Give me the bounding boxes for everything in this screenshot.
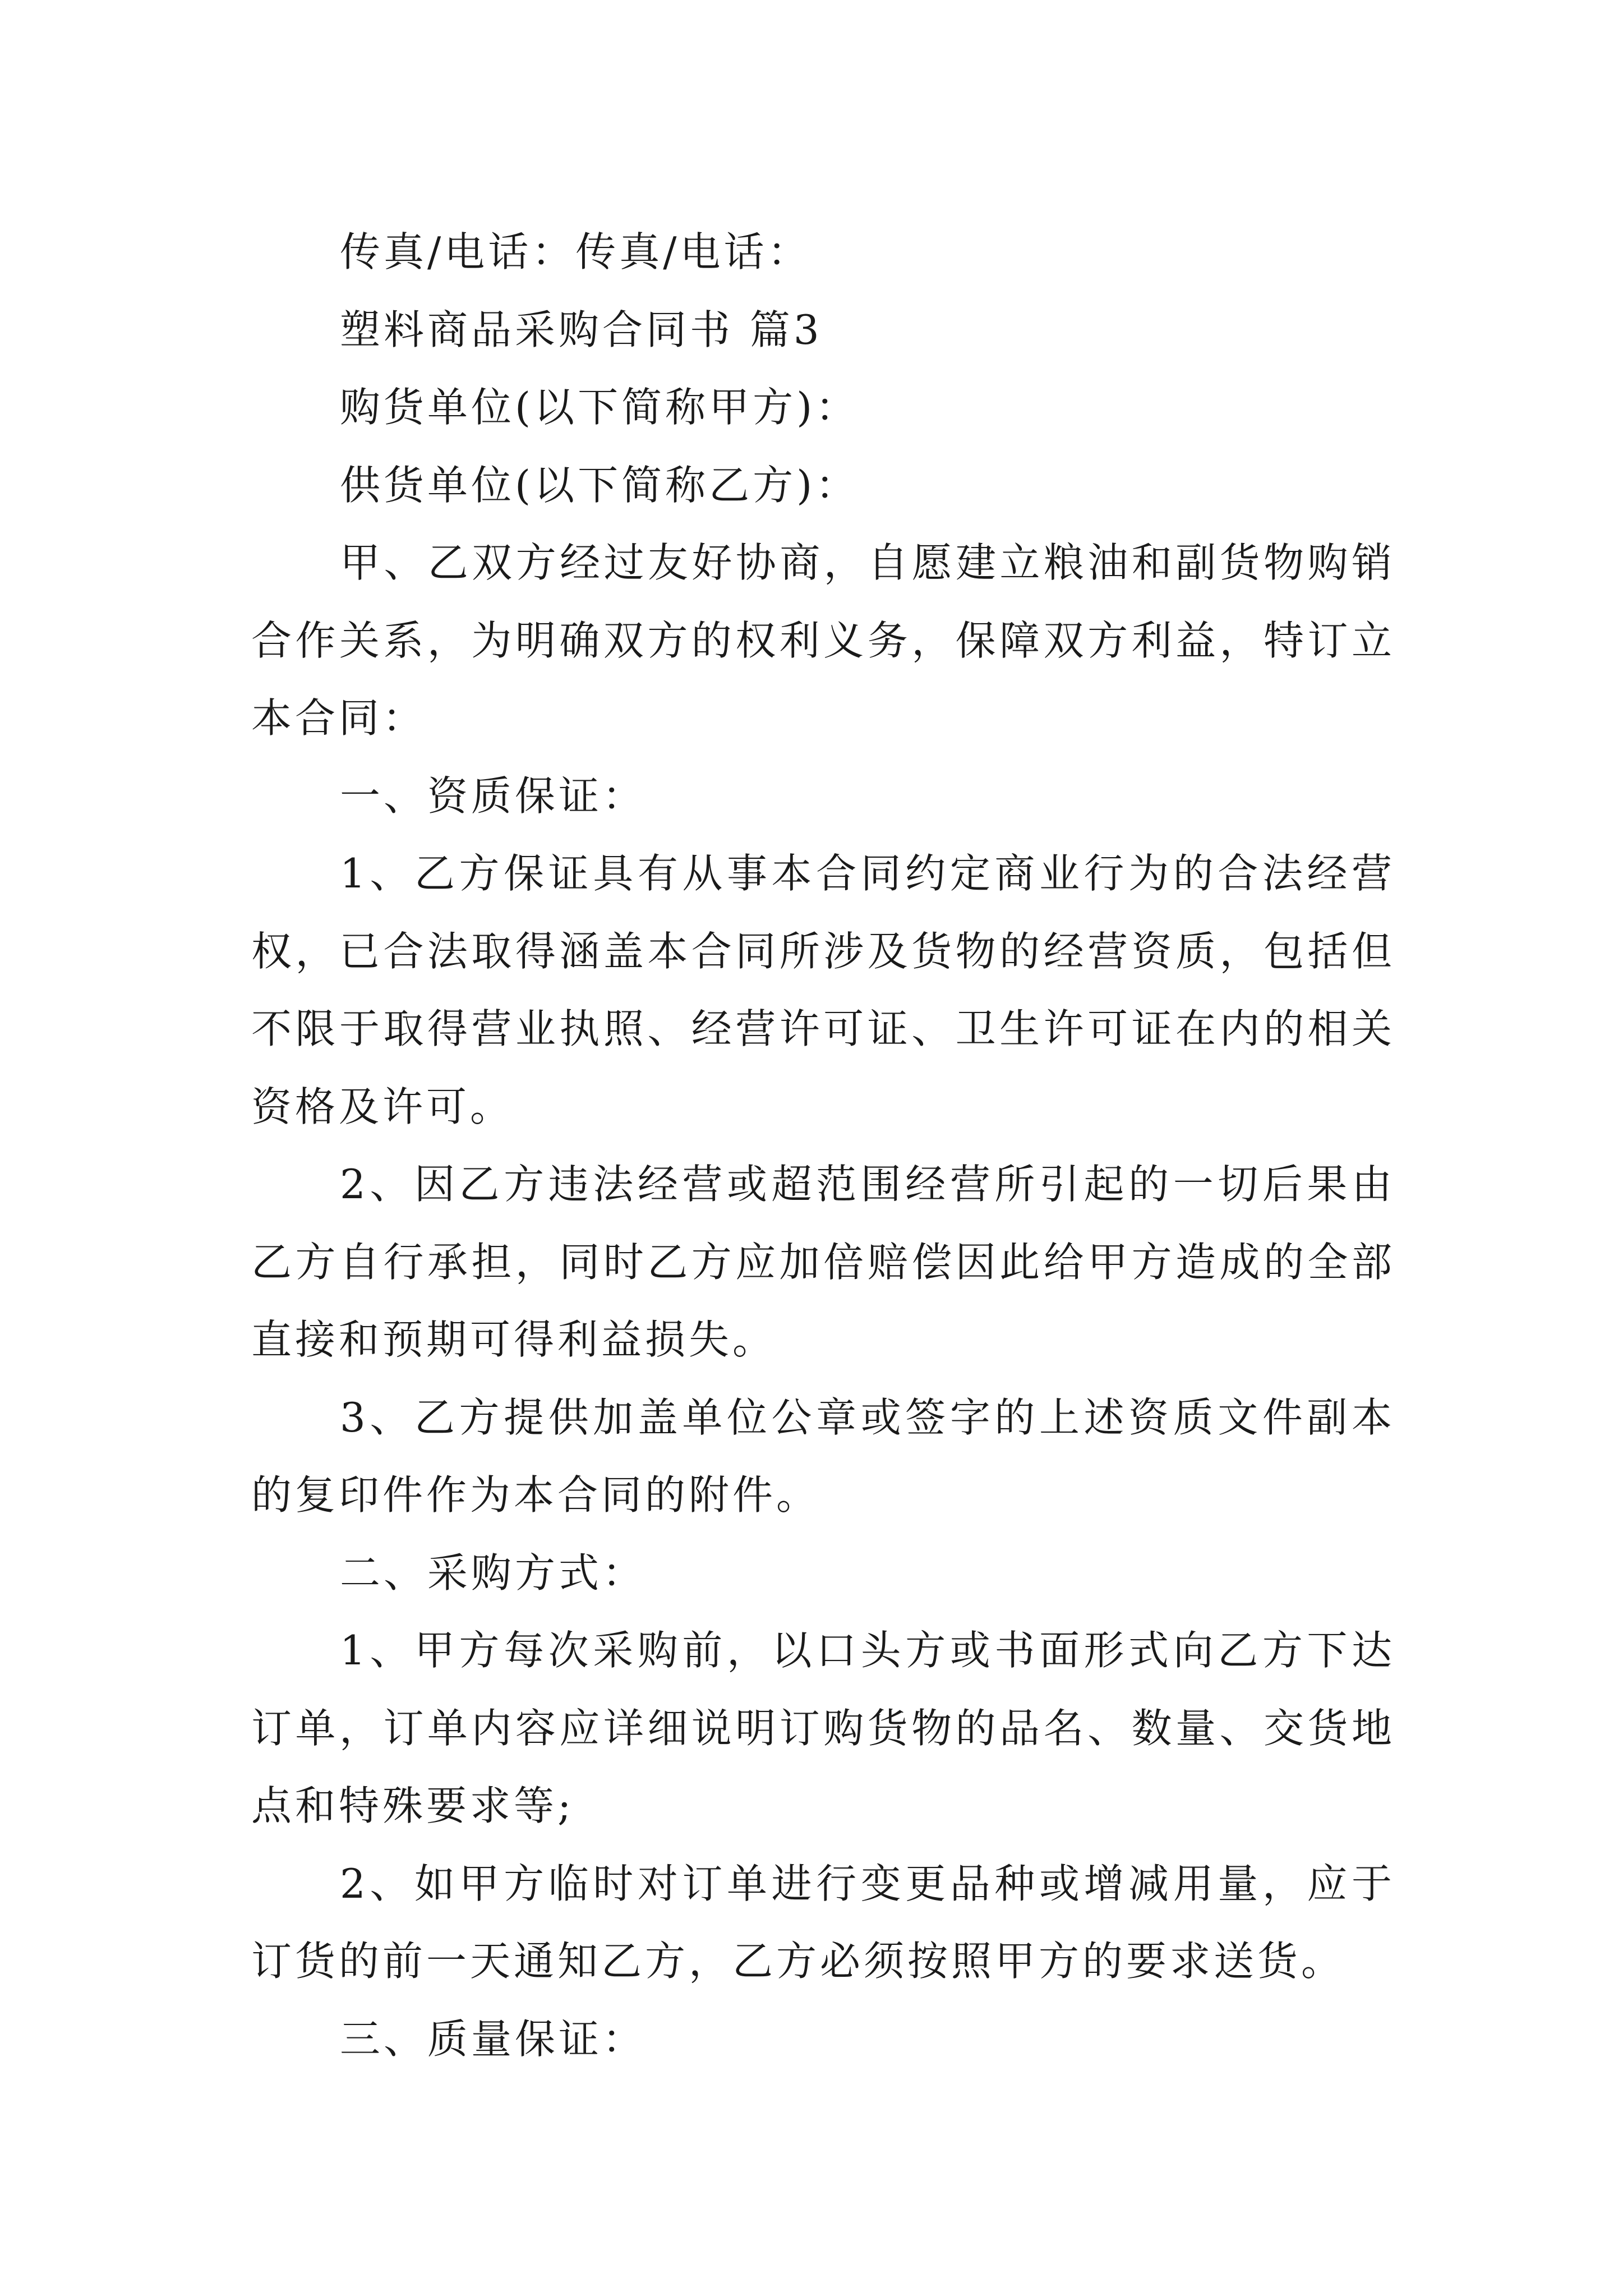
preamble-paragraph: 甲、乙双方经过友好协商，自愿建立粮油和副货物购销合作关系，为明确双方的权利义务，保障双方利益，特订立本合同： [251, 539, 1395, 742]
clause-qualification-1: 1、乙方保证具有从事本合同约定商业行为的合法经营权，已合法取得涵盖本合同所涉及货物的经营资质，包括但不限于取得营业执照、经营许可证、卫生许可证在内的相关资格及许可。 [251, 850, 1395, 1130]
clause-qualification-3: 3、乙方提供加盖单位公章或签字的上述资质文件副本的复印件作为本合同的附件。 [251, 1393, 1395, 1519]
clause-qualification-2: 2、因乙方违法经营或超范围经营所引起的一切后果由乙方自行承担，同时乙方应加倍赔偿因此给甲方造成的全部直接和预期可得利益损失。 [251, 1161, 1395, 1363]
document-body [251, 213, 1395, 2078]
section-heading-qualification: 一、资质保证： [340, 772, 647, 820]
contract-title: 塑料商品采购合同书 篇3 [340, 306, 823, 353]
section-heading-quality: 三、质量保证： [340, 2015, 647, 2063]
section-heading-purchase-method: 二、采购方式： [340, 1549, 647, 1596]
clause-purchase-2: 2、如甲方临时对订单进行变更品种或增减用量，应于订货的前一天通知乙方，乙方必须按照甲方的要求送货。 [251, 1860, 1395, 1985]
clause-purchase-1: 1、甲方每次采购前，以口头方或书面形式向乙方下达订单，订单内容应详细说明订购货物的品名、数量、交货地点和特殊要求等; [251, 1627, 1395, 1829]
fax-phone-line: 传真/电话：传真/电话： [340, 228, 811, 275]
buyer-line: 购货单位(以下简称甲方)： [340, 384, 860, 431]
supplier-line: 供货单位(以下简称乙方)： [340, 461, 860, 509]
